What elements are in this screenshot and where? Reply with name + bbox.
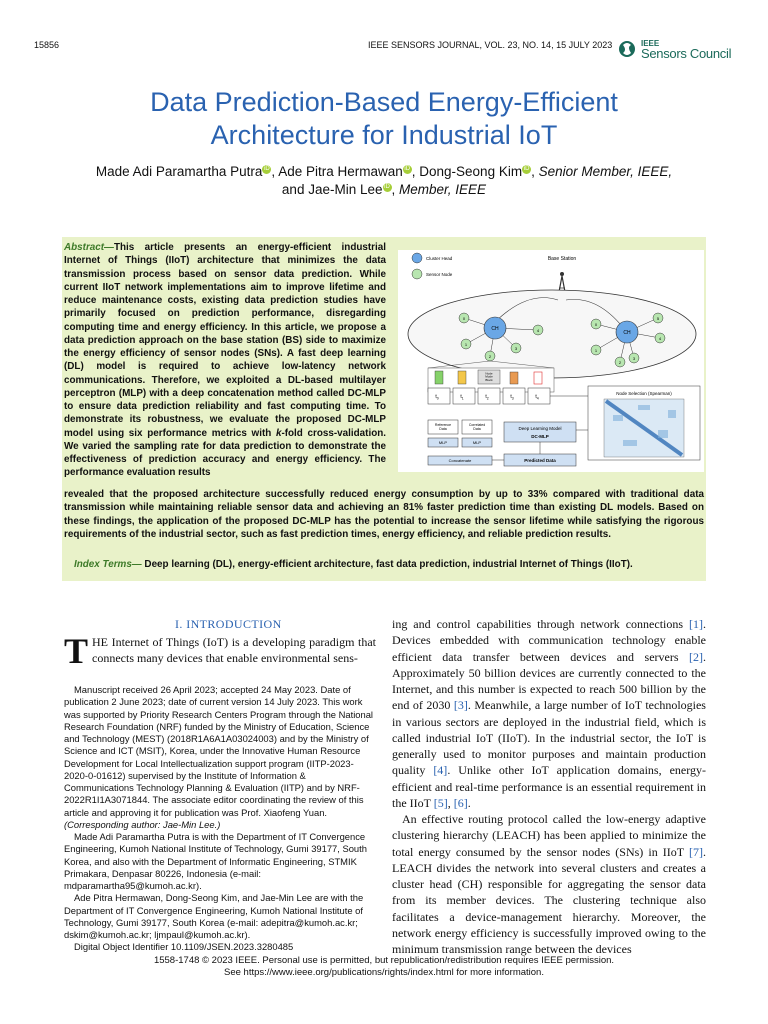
abstract-text-full: revealed that the proposed architecture successfully reduced energy consumption by up to 33% compared with traditional data transmission while maintaining reliable sensor data and achieving an 81% faster prediction time than existing DL models. Based on these findings, the application of the proposed DC-MLP has the potential to increase the sensor lifetime while satisfying the rigorous requirements of the industrial sector, such as fast prediction times, energy efficiency, and reliable prediction results. xyxy=(64,489,704,540)
time-slot-label: $t_3$ xyxy=(510,394,514,401)
time-slot xyxy=(503,388,525,404)
orcid-icon[interactable]: iD xyxy=(264,166,270,172)
index-terms-label: Index Terms— xyxy=(74,559,142,570)
correlated-data-label: Correlated Data xyxy=(468,423,486,431)
node-mode-label: Node Mode Block xyxy=(485,371,493,382)
dcmlp-label: DC-MLP xyxy=(531,434,549,439)
abstract-part-2: -fold cross-validation. We varied the sampling rate for data prediction to demonstrate the effectiveness of prediction accuracy and energy efficiency. The performance evaluation results xyxy=(64,427,386,479)
battery-icon-half xyxy=(458,371,466,384)
node-label: 0 xyxy=(462,316,466,321)
abstract-part-1: This article presents an energy-efficient industrial Internet of Things (IIoT) architecture that minimizes the data transmission process based on sensor data prediction. While current IIoT network implementations aim to improve lifetime and reduce maintenance costs, existing data prediction studies have primarily focused on prediction performance, disregarding computing time and energy efficiency. In this article, we propose a data prediction approach on the base station (BS) side to maximize the energy efficiency of sensor nodes (SNs). A fast deep learning (DL) model is required to achieve low-latency network communications. Therefore, we exploited a DL-based multilayer perceptron (MLP) with a deep concatenation method called DC-MLP to ensure data prediction reliability and fast computing time. To demonstrate its robustness, we evaluate the proposed DC-MLP model using six performance metrics with xyxy=(64,242,386,439)
author-list: Made Adi Paramartha Putra iD , Ade Pitra Hermawan iD , Dong-Seong Kim iD , Senior Member, IEEE, and Jae-Min Lee iD , Member, IEEE xyxy=(95,164,673,197)
index-terms xyxy=(74,558,706,571)
abstract-k: k xyxy=(275,427,282,439)
orcid-icon[interactable]: iD xyxy=(523,166,530,172)
reference-data-label: Reference Data xyxy=(434,423,452,431)
logo-line-1: IEEE xyxy=(641,38,660,48)
node-label: 5 xyxy=(656,316,660,321)
paragraph: ing and control capabilities through network connections [1]. Devices embedded with communication technology enable efficient data transfer between devices and servers [2]. Approximately 50 billion devices are currently connected to the Internet, and this number is expected to reach 500 billion by the end of 2030 [3]. Meanwhile, a large number of IoT technologies in various sectors are deployed in the industrial field, which is called industrial IoT (IIoT). In the industrial sector, the IoT is generally used to monitor purposes and maintain production quality [4]. Unlike other IoT application domains, energy-efficient and real-time performance is an essential requirement in the IIoT [5], [6]. xyxy=(392,617,706,810)
time-slot xyxy=(528,388,550,404)
time-slot xyxy=(478,388,500,404)
intro-paragraph xyxy=(64,631,376,671)
graphical-abstract-figure xyxy=(398,250,704,472)
ch-left-label: CH xyxy=(491,326,499,332)
copyright-footer xyxy=(0,955,768,979)
node-label: 0 xyxy=(594,322,598,327)
footnote-affiliation-1: Made Adi Paramartha Putra is with the Department of IT Convergence Engineering, Kumoh National Institute of Technology, Gumi 39177, South Korea, and also with the Department of Informatic Engineering, STMIK Primakara, Denpasar 80226, Indonesia (e-mail: mdparamartha95@kumoh.ac.kr). xyxy=(64,831,367,891)
base-station-label: Base Station xyxy=(547,256,577,262)
right-column-text xyxy=(392,616,706,957)
legend-cluster-head: Cluster Head xyxy=(426,256,453,261)
author-4-role: Member, IEEE xyxy=(399,182,487,197)
node-label: 4 xyxy=(536,328,540,333)
logo-text xyxy=(641,39,731,60)
node-label: 1 xyxy=(594,348,598,353)
time-slot-label: $t_2$ xyxy=(485,394,489,401)
node-label: 4 xyxy=(658,336,662,341)
mlp-label: MLP xyxy=(438,440,448,445)
author-1: Made Adi Paramartha Putra xyxy=(95,164,263,179)
title-line-2: Architecture for Industrial IoT xyxy=(210,120,558,150)
legend-sensor-node: Sensor Node xyxy=(426,272,453,277)
drop-cap: T xyxy=(64,631,89,671)
citation-link[interactable]: [7] xyxy=(689,844,703,859)
time-slot xyxy=(428,388,450,404)
citation-link[interactable]: [6] xyxy=(453,795,468,810)
orcid-icon[interactable]: iD xyxy=(404,166,411,172)
time-slot-label: $t_1$ xyxy=(460,394,464,401)
legend-sensor-node-icon xyxy=(412,269,422,279)
ieee-sensors-council-logo xyxy=(618,38,731,60)
legend-cluster-head-icon xyxy=(412,253,422,263)
section-title: INTRODUCTION xyxy=(186,617,282,631)
battery-icon-full xyxy=(435,371,443,384)
paper-title xyxy=(0,86,768,152)
node-label: 1 xyxy=(464,342,468,347)
predicted-data-label: Predicted Data xyxy=(524,458,556,463)
section-heading xyxy=(175,617,282,632)
paragraph: An effective routing protocol called the low-energy adaptive clustering hierarchy (LEACH) has been applied to minimize the total energy consumed by the sensor nodes (SNs) in IIoT [7]. LEACH divides the network into several clusters and creates a cluster head (CH) responsible for aggregating the sensor data from its member devices. The clustering technique also facilitates a device-management hierarchy. Moreover, the network energy efficiency is successfully improved owing to the minimum transmission range between the devices xyxy=(392,812,706,956)
author-3-role: Senior Member, IEEE, xyxy=(538,164,673,179)
citation-link[interactable]: [4] xyxy=(433,763,448,778)
section-numeral: I. xyxy=(175,617,187,631)
node-label: 3 xyxy=(514,346,518,351)
ch-right-label: CH xyxy=(623,330,631,336)
battery-icon-low xyxy=(510,372,518,384)
journal-header: IEEE SENSORS JOURNAL, VOL. 23, NO. 14, 15 JULY 2023 xyxy=(368,40,613,50)
abstract-text-left xyxy=(64,241,386,480)
author-4: and Jae-Min Lee xyxy=(281,182,383,197)
footnote-affiliation-2: Ade Pitra Hermawan, Dong-Seong Kim, and Jae-Min Lee are with the Department of IT Convergence Engineering, Kumoh National Institute of Technology, Gumi 39177, South Korea (e-mail: adepitra@kumoh.ac.kr; dskim@kumoh.ac.kr; ljmpaul@kumoh.ac.kr). xyxy=(64,892,364,940)
sensors-council-icon xyxy=(618,38,638,60)
citation-link[interactable]: [1] xyxy=(689,617,703,631)
node-label: 3 xyxy=(632,356,636,361)
time-slot xyxy=(453,388,475,404)
logo-line-2: Sensors Council xyxy=(641,45,732,61)
battery-icon-empty xyxy=(534,372,542,384)
time-slot-label: $t_0$ xyxy=(435,394,439,401)
citation-link[interactable]: [2] xyxy=(689,649,703,664)
intro-text: HE Internet of Things (IoT) is a developing paradigm that connects many devices that enable environmental sens- xyxy=(92,635,376,665)
abstract-label: Abstract— xyxy=(64,242,114,253)
footnote-manuscript: Manuscript received 26 April 2023; accepted 24 May 2023. Date of publication 2 June 2023; date of current version 14 July 2023. This work was supported by Priority Research Centers Program through the National Research Foundation (NRF) funded by the Ministry of Education, Science and Technology (MEST) (2018R1A6A1A03024003) and by the Ministry of Science and ICT (MSIT), Korea, under the Innovative Human Resource Development for Local Intellectualization support program (IITP-2023-2020-0-01612) supervised by the Institute of Information & Communications Technology Planning & Evaluation (IITP) and by NRF-2022R1I1A3071844. The associate editor coordinating the review of this article and approving it for publication was Prof. Xiaofeng Yuan. (Corresponding author: Jae-Min Lee.) xyxy=(64,684,374,830)
dl-model-label: Deep Learning Model xyxy=(518,426,562,431)
citation-link[interactable]: [3] xyxy=(453,698,468,713)
node-label: 2 xyxy=(488,354,492,359)
author-3: Dong-Seong Kim xyxy=(419,164,523,179)
citation-link[interactable]: [5] xyxy=(433,795,448,810)
title-line-1: Data Prediction-Based Energy-Efficient xyxy=(150,87,618,117)
index-terms-text: Deep learning (DL), energy-efficient architecture, fast data prediction, industrial Internet of Things (IIoT). xyxy=(141,559,633,570)
copyright-line-1: 1558-1748 © 2023 IEEE. Personal use is permitted, but republication/redistribution requires IEEE permission. xyxy=(153,955,615,966)
node-selection-label: Node Selection (Spearman) xyxy=(616,391,672,396)
time-slots xyxy=(428,388,550,404)
concatenate-label: Concatenate xyxy=(448,458,472,463)
mlp-label: MLP xyxy=(472,440,482,445)
time-slot-label: $t_4$ xyxy=(535,394,539,401)
copyright-line-2[interactable]: See https://www.ieee.org/publications/rights/index.html for more information. xyxy=(224,967,544,978)
page-number: 15856 xyxy=(34,40,60,50)
deep-learning-model-box xyxy=(504,422,576,442)
network-area xyxy=(408,290,696,378)
author-2: Ade Pitra Hermawan xyxy=(278,164,403,179)
orcid-icon[interactable]: iD xyxy=(384,184,390,190)
first-page-footnote xyxy=(64,684,376,954)
footnote-doi[interactable]: Digital Object Identifier 10.1109/JSEN.2023.3280485 xyxy=(74,941,294,953)
node-label: 2 xyxy=(618,360,622,365)
